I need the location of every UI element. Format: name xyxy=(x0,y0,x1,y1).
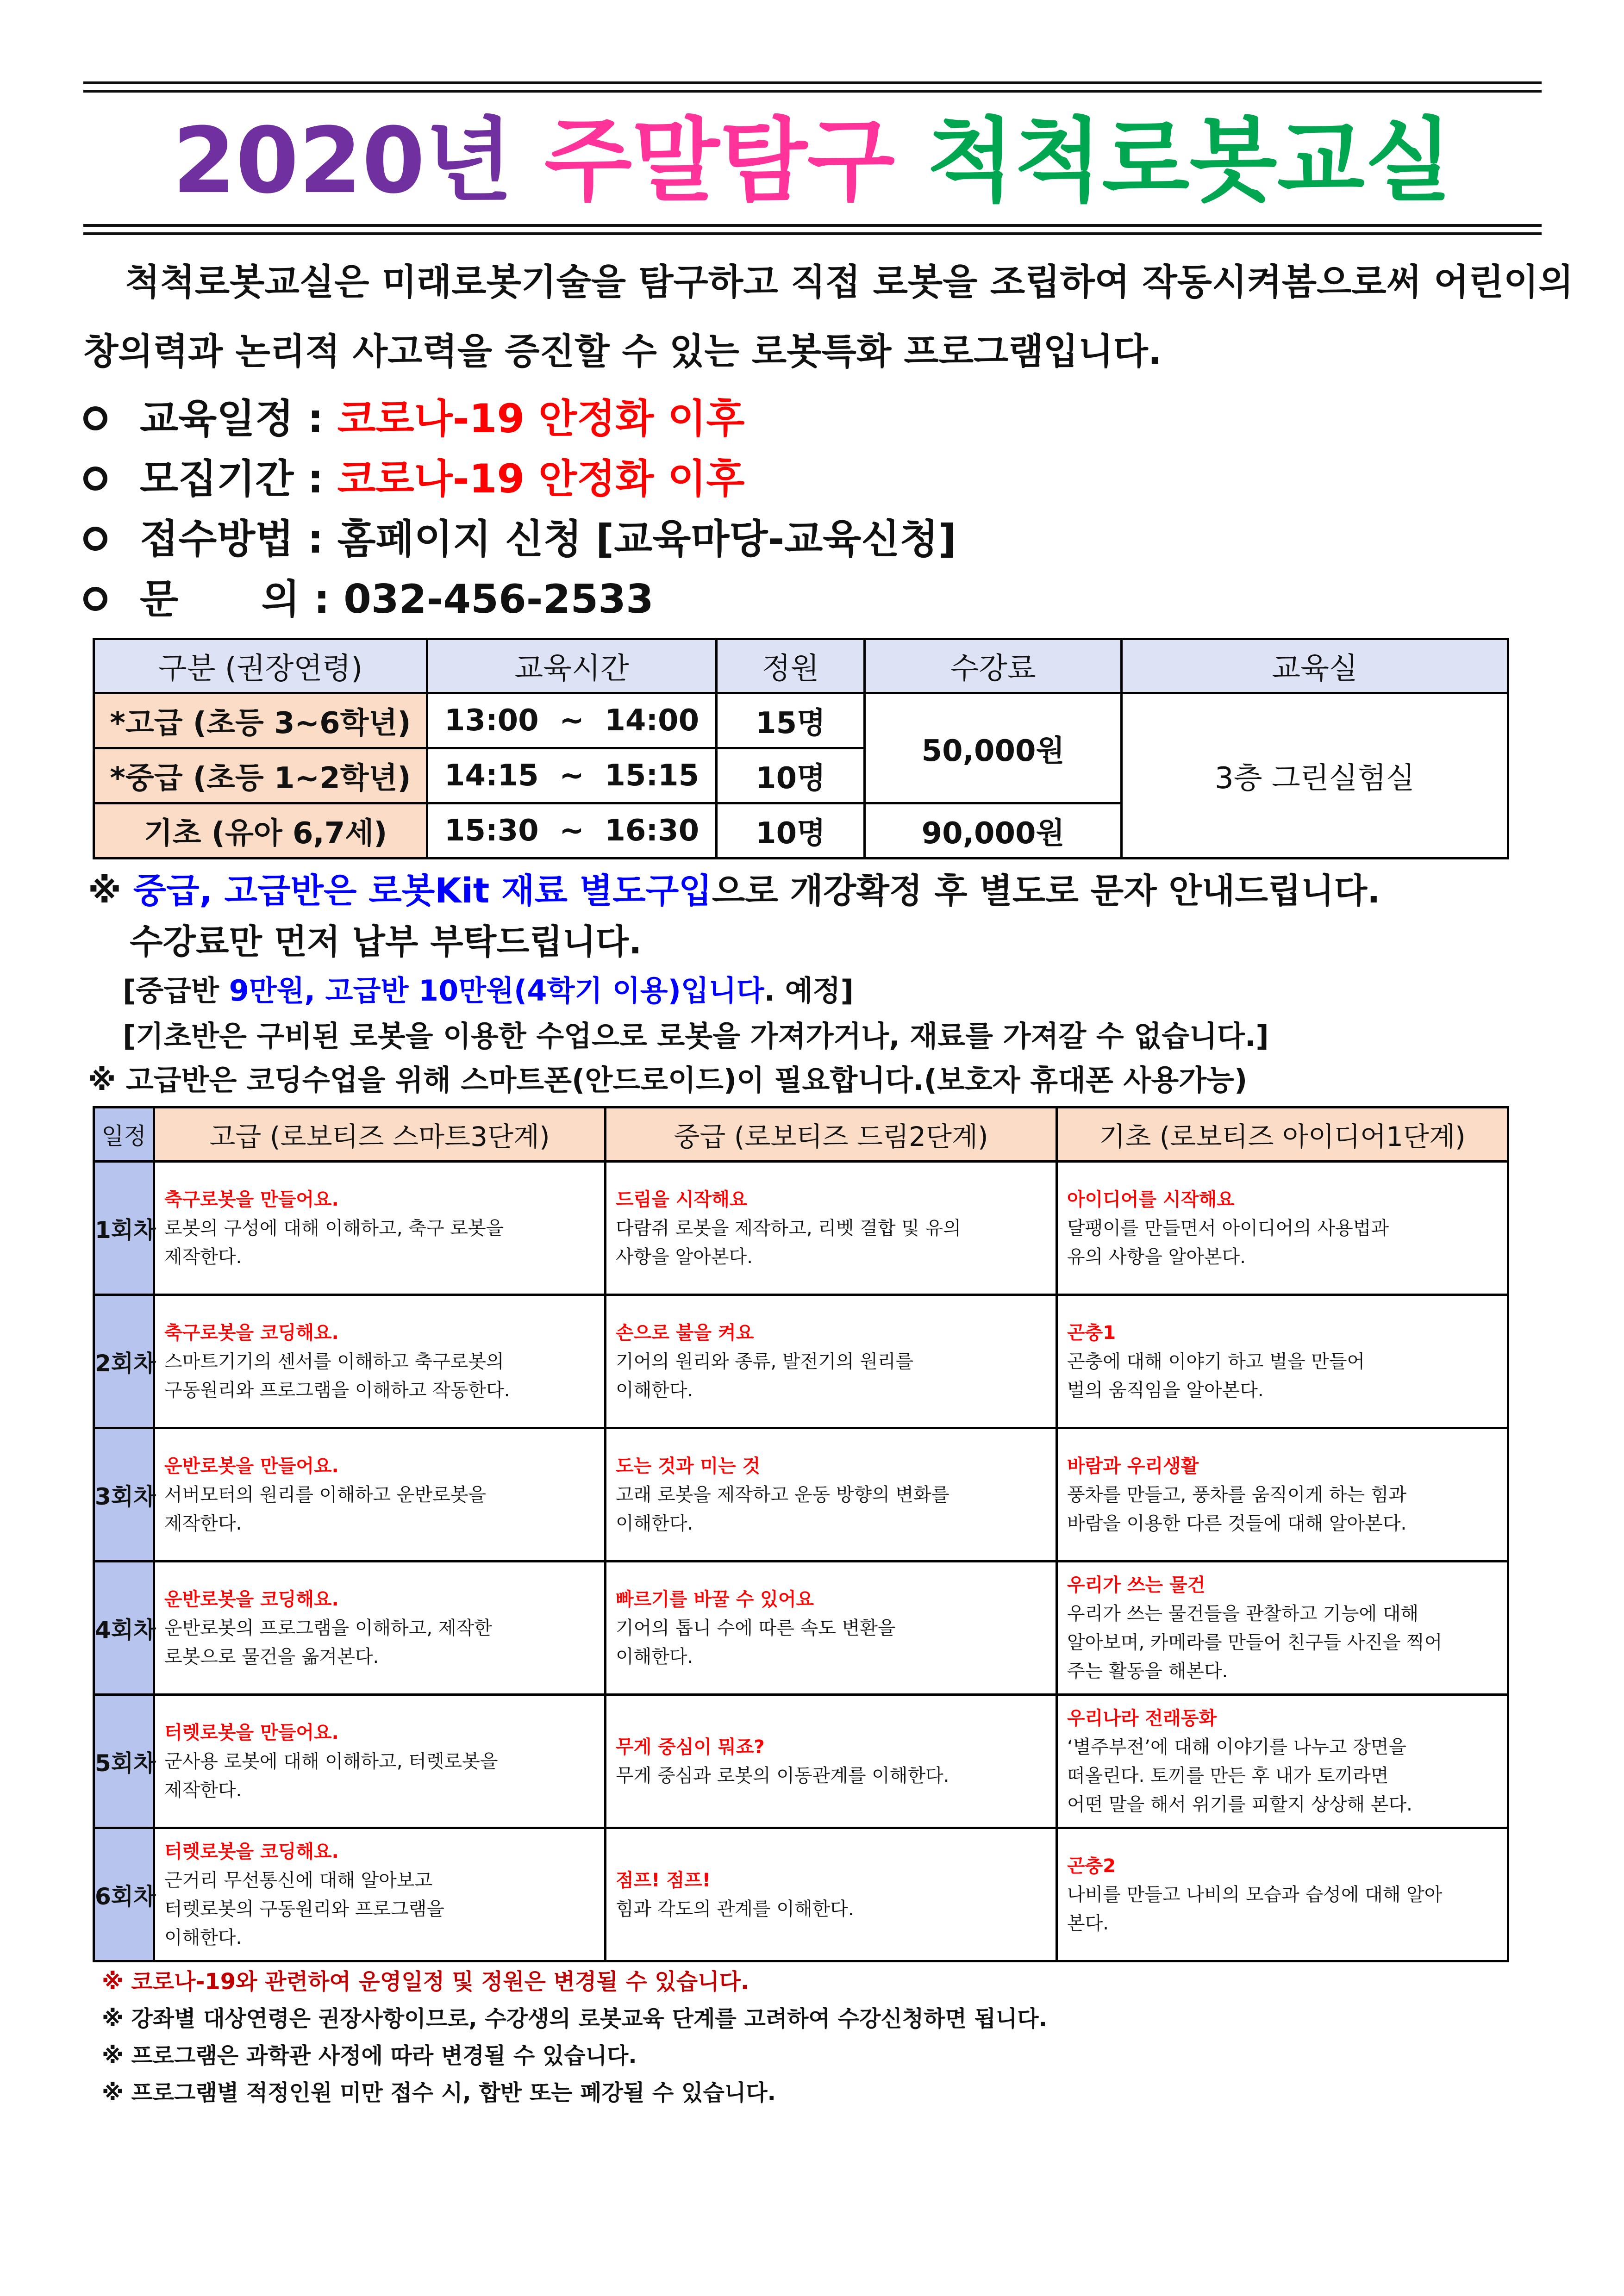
title-rule-bottom-inner xyxy=(83,232,1542,235)
session-title: 우리가 쓰는 물건 xyxy=(1067,1574,1206,1596)
footnote-change: ※ 프로그램은 과학관 사정에 따라 변경될 수 있습니다. xyxy=(102,2043,637,2069)
header-room: 교육실 xyxy=(1122,639,1508,693)
session-title: 축구로봇을 만들어요. xyxy=(164,1188,339,1210)
table-row xyxy=(94,693,1508,748)
note-price-highlight: 9만원, 고급반 10만원(4학기 이용)입니다 xyxy=(229,974,764,1008)
session-day: 1회차 xyxy=(94,1162,154,1295)
course-table-header xyxy=(94,639,1508,693)
header-basic: 기초 (로보티즈 아이디어1단계) xyxy=(1057,1108,1508,1162)
note-basic-class: [기초반은 구비된 로봇을 이용한 수업으로 로봇을 가져가거나, 재료를 가져갈 수 없습니다.] xyxy=(123,1019,1269,1053)
session-title: 드림을 시작해요 xyxy=(616,1188,748,1210)
session-title: 빠르기를 바꿀 수 있어요 xyxy=(616,1588,814,1610)
table-row xyxy=(94,1295,1508,1428)
info-value: 코로나-19 안정화 이후 xyxy=(337,396,745,442)
fee-basic: 90,000원 xyxy=(865,803,1122,859)
table-row xyxy=(94,1162,1508,1295)
session-title: 점프! 점프! xyxy=(616,1869,711,1891)
course-table xyxy=(93,638,1509,859)
session-desc: 나비를 만들고 나비의 모습과 습성에 대해 알아 본다. xyxy=(1067,1884,1443,1934)
header-capacity: 정원 xyxy=(717,639,865,693)
session-desc: 풍차를 만들고, 풍차를 움직이게 하는 힘과 바람을 이용한 다른 것들에 대해 알아본다. xyxy=(1067,1484,1407,1534)
session-day: 4회차 xyxy=(94,1562,154,1695)
info-value: 코로나-19 안정화 이후 xyxy=(337,456,745,502)
row-time: 14:15 ~ 15:15 xyxy=(427,748,717,803)
session-desc: 스마트기기의 센서를 이해하고 축구로봇의 구동원리와 프로그램을 이해하고 작동한다. xyxy=(164,1350,510,1401)
note-price-close: . 예정] xyxy=(764,974,854,1008)
note-price-open: [중급반 xyxy=(123,974,229,1008)
header-intermediate: 중급 (로보티즈 드림2단계) xyxy=(606,1108,1057,1162)
footnote-minimum: ※ 프로그램별 적정인원 미만 접수 시, 합반 또는 폐강될 수 있습니다. xyxy=(102,2080,776,2106)
fee-advanced: 50,000원 xyxy=(865,693,1122,803)
note-kit-rest: 으로 개강확정 후 별도로 문자 안내드립니다. xyxy=(712,871,1380,911)
session-desc: 운반로봇의 프로그램을 이해하고, 제작한 로봇으로 물건을 옮겨본다. xyxy=(164,1617,492,1668)
row-time: 15:30 ~ 16:30 xyxy=(427,803,717,859)
footnote-age: ※ 강좌별 대상연령은 권장사항이므로, 수강생의 로봇교육 단계를 고려하여 수강신청하면 됩니다. xyxy=(102,2006,1047,2032)
session-title: 바람과 우리생활 xyxy=(1067,1455,1199,1477)
row-level: *고급 (초등 3~6학년) xyxy=(94,693,427,748)
title-year: 2020년 xyxy=(172,108,513,214)
bullet-icon xyxy=(83,527,107,551)
session-title: 축구로봇을 코딩해요. xyxy=(164,1322,339,1344)
note-smartphone: ※ 고급반은 코딩수업을 위해 스마트폰(안드로이드)이 필요합니다.(보호자 휴대폰 사용가능) xyxy=(88,1063,1248,1097)
session-title: 곤충1 xyxy=(1067,1322,1116,1344)
session-title: 터렛로봇을 코딩해요. xyxy=(164,1841,339,1862)
info-value: 032-456-2533 xyxy=(344,576,654,622)
session-title: 운반로봇을 만들어요. xyxy=(164,1455,339,1477)
session-desc: 다람쥐 로봇을 제작하고, 리벳 결합 및 유의 사항을 알아본다. xyxy=(616,1217,961,1268)
info-value: 홈페이지 신청 [교육마당-교육신청] xyxy=(337,516,956,562)
session-desc: 우리가 쓰는 물건들을 관찰하고 기능에 대해 알아보며, 카메라를 만들어 친구들 사진을 찍어 주는 활동을 해본다. xyxy=(1067,1603,1443,1682)
session-title: 무게 중심이 뭐죠? xyxy=(616,1736,765,1758)
bullet-icon xyxy=(83,587,107,611)
row-time: 13:00 ~ 14:00 xyxy=(427,693,717,748)
session-day: 2회차 xyxy=(94,1295,154,1428)
table-row xyxy=(94,1828,1508,1961)
note-mark: ※ xyxy=(88,871,133,911)
session-desc: 근거리 무선통신에 대해 알아보고 터렛로봇의 구동원리와 프로그램을 이해한다. xyxy=(164,1869,445,1948)
row-level: 기초 (유아 6,7세) xyxy=(94,803,427,859)
session-day: 3회차 xyxy=(94,1428,154,1562)
session-desc: 기어의 톱니 수에 따른 속도 변환을 이해한다. xyxy=(616,1617,896,1668)
session-title: 아이디어를 시작해요 xyxy=(1067,1188,1235,1210)
row-capacity: 15명 xyxy=(717,693,865,748)
room: 3층 그린실험실 xyxy=(1122,693,1508,859)
info-label: 문 의 xyxy=(140,576,300,622)
footnote-covid: ※ 코로나-19와 관련하여 운영일정 및 정원은 변경될 수 있습니다. xyxy=(102,1969,750,1995)
info-label: 모집기간 xyxy=(140,456,294,502)
title-rule-top-inner xyxy=(83,90,1542,93)
title-rule-bottom xyxy=(83,224,1542,227)
session-title: 우리나라 전래동화 xyxy=(1067,1707,1217,1729)
session-day: 6회차 xyxy=(94,1828,154,1961)
note-kit-highlight: 중급, 고급반은 로봇Kit 재료 별도구입 xyxy=(133,871,712,911)
header-day: 일정 xyxy=(94,1108,154,1162)
row-capacity: 10명 xyxy=(717,803,865,859)
session-desc: 달팽이를 만들면서 아이디어의 사용법과 유의 사항을 알아본다. xyxy=(1067,1217,1389,1268)
info-label: 접수방법 xyxy=(140,516,294,562)
bullet-icon xyxy=(83,406,107,430)
table-row xyxy=(94,1562,1508,1695)
header-time: 교육시간 xyxy=(427,639,717,693)
session-title: 터렛로봇을 만들어요. xyxy=(164,1722,339,1743)
session-desc: 고래 로봇을 제작하고 운동 방향의 변화를 이해한다. xyxy=(616,1484,949,1534)
info-contact: 문 의 : 032-456-2533 xyxy=(83,569,1542,629)
session-desc: 무게 중심과 로봇의 이동관계를 이해한다. xyxy=(616,1765,949,1786)
bullet-icon xyxy=(83,467,107,491)
table-row xyxy=(94,1428,1508,1562)
schedule-table xyxy=(93,1106,1509,1962)
schedule-header xyxy=(94,1108,1508,1162)
session-desc: 힘과 각도의 관계를 이해한다. xyxy=(616,1898,854,1920)
note-kit xyxy=(88,865,1380,916)
info-application: 접수방법 : 홈페이지 신청 [교육마당-교육신청] xyxy=(83,509,1542,569)
row-level: *중급 (초등 1~2학년) xyxy=(94,748,427,803)
session-title: 손으로 불을 켜요 xyxy=(616,1322,754,1344)
session-desc: 로봇의 구성에 대해 이해하고, 축구 로봇을 제작한다. xyxy=(164,1217,504,1268)
header-level: 구분 (권장연령) xyxy=(94,639,427,693)
session-desc: 군사용 로봇에 대해 이해하고, 터렛로봇을 제작한다. xyxy=(164,1750,498,1801)
info-schedule: 교육일정 : 코로나-19 안정화 이후 xyxy=(83,389,1542,449)
note-kit-line2: 수강료만 먼저 납부 부탁드립니다. xyxy=(130,922,642,962)
intro-line-2: 창의력과 논리적 사고력을 증진할 수 있는 로봇특화 프로그램입니다. xyxy=(83,331,1162,373)
page-title xyxy=(83,106,1542,217)
session-title: 곤충2 xyxy=(1067,1855,1116,1877)
session-desc: 기어의 원리와 종류, 발전기의 원리를 이해한다. xyxy=(616,1350,914,1401)
table-row xyxy=(94,1695,1508,1828)
title-part1: 주말탐구 xyxy=(544,108,895,214)
note-kit-price xyxy=(123,968,854,1014)
info-label: 교육일정 xyxy=(140,396,294,442)
session-desc: 서버모터의 원리를 이해하고 운반로봇을 제작한다. xyxy=(164,1484,487,1534)
title-rule-top xyxy=(83,81,1542,84)
header-fee: 수강료 xyxy=(865,639,1122,693)
title-part2: 척척로봇교실 xyxy=(926,108,1453,214)
session-day: 5회차 xyxy=(94,1695,154,1828)
session-title: 운반로봇을 코딩해요. xyxy=(164,1588,339,1610)
row-capacity: 10명 xyxy=(717,748,865,803)
header-advanced: 고급 (로보티즈 스마트3단계) xyxy=(154,1108,606,1162)
session-desc: 곤충에 대해 이야기 하고 벌을 만들어 벌의 움직임을 알아본다. xyxy=(1067,1350,1365,1401)
session-title: 도는 것과 미는 것 xyxy=(616,1455,761,1477)
session-desc: ‘별주부전’에 대해 이야기를 나누고 장면을 떠올린다. 토끼를 만든 후 내가 토끼라면 어떤 말을 해서 위기를 피할지 상상해 본다. xyxy=(1067,1736,1412,1815)
intro-line-1: 척척로봇교실은 미래로봇기술을 탐구하고 직접 로봇을 조립하여 작동시켜봄으로써 어린이의 xyxy=(125,261,1574,303)
info-recruitment: 모집기간 : 코로나-19 안정화 이후 xyxy=(83,449,1542,509)
